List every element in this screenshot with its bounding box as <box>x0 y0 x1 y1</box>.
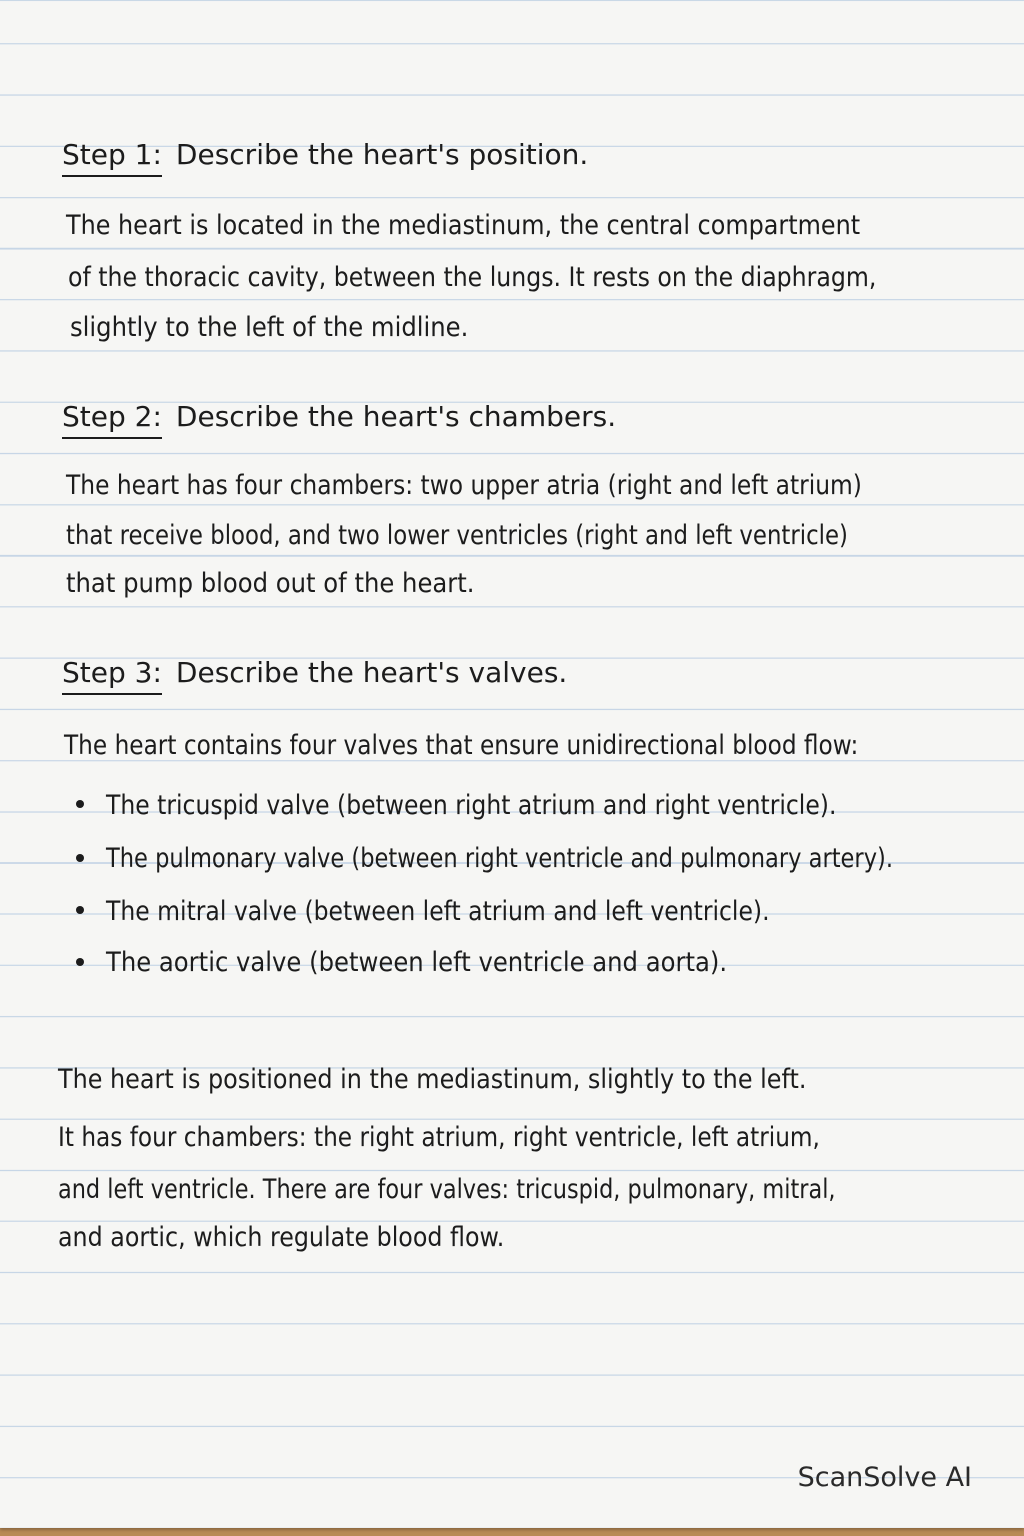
step-3-intro: The heart contains four valves that ensure unidirectional blood flow: <box>64 730 859 761</box>
valve-bullet-4: The aortic valve (between left ventricle and aorta). <box>106 947 728 978</box>
valve-bullet-3: The mitral valve (between left atrium and left ventricle). <box>106 896 770 927</box>
step-1-heading <box>62 138 588 177</box>
bullet-icon <box>76 958 84 966</box>
step-3-heading <box>62 656 567 695</box>
bullet-icon <box>76 906 84 914</box>
signature: ScanSolve AI <box>797 1462 972 1493</box>
summary-line-1: The heart is positioned in the mediastinum, slightly to the left. <box>58 1064 807 1095</box>
step-1-label: Step 1: <box>62 138 162 177</box>
valve-bullet-1: The tricuspid valve (between right atrium and right ventricle). <box>106 790 837 821</box>
step-2-heading <box>62 400 616 439</box>
step-1-line-3: slightly to the left of the midline. <box>70 312 469 343</box>
summary-line-3: and left ventricle. There are four valves: tricuspid, pulmonary, mitral, <box>58 1174 836 1205</box>
valve-bullet-2: The pulmonary valve (between right ventricle and pulmonary artery). <box>106 843 894 874</box>
step-3-title: Describe the heart's valves. <box>175 656 568 689</box>
step-2-label: Step 2: <box>62 400 162 439</box>
step-2-line-3: that pump blood out of the heart. <box>66 568 475 599</box>
step-3-label: Step 3: <box>62 656 162 695</box>
step-1-title: Describe the heart's position. <box>175 138 589 171</box>
step-2-title: Describe the heart's chambers. <box>175 400 617 433</box>
step-2-line-2: that receive blood, and two lower ventricles (right and left ventricle) <box>66 520 848 551</box>
step-1-line-2: of the thoracic cavity, between the lungs. It rests on the diaphragm, <box>68 262 877 293</box>
bullet-icon <box>76 800 84 808</box>
step-2-line-1: The heart has four chambers: two upper atria (right and left atrium) <box>66 470 862 501</box>
summary-line-4: and aortic, which regulate blood flow. <box>58 1222 505 1253</box>
summary-line-2: It has four chambers: the right atrium, right ventricle, left atrium, <box>58 1122 820 1153</box>
bullet-icon <box>76 854 84 862</box>
step-1-line-1: The heart is located in the mediastinum, the central compartment <box>66 210 861 241</box>
